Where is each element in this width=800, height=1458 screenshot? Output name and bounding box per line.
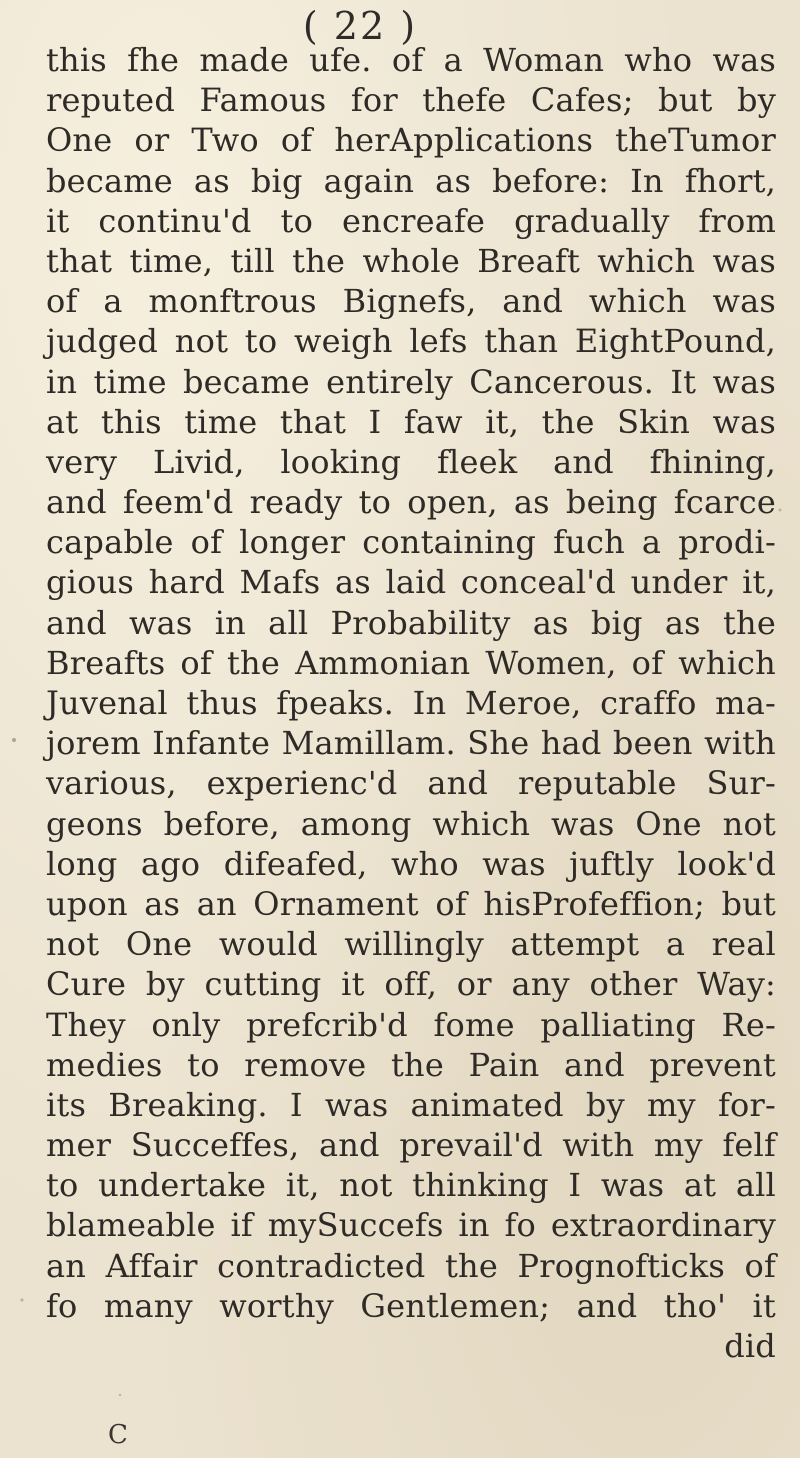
text-line-1: this fhe made ufe. of a Woman who was: [46, 41, 776, 79]
text-line-20: geons before, among which was One not: [46, 804, 776, 843]
text-line-6: that time, till the whole Breaft which was: [46, 241, 776, 280]
text-line-22: upon as an Ornament of hisProfeffion; but: [46, 884, 776, 923]
text-line-31: an Affair contradicted the Prognofticks of: [46, 1246, 776, 1285]
text-line-9: in time became entirely Cancerous. It was: [46, 362, 776, 401]
text-line-14: gious hard Mafs as laid conceal'd under it,: [46, 563, 776, 602]
text-line-18: jorem Infante Mamillam. She had been with: [46, 724, 776, 763]
text-line-15: and was in all Probability as big as the: [46, 603, 776, 642]
text-line-2: reputed Famous for thefe Cafes; but by: [46, 81, 776, 120]
text-line-27: its Breaking. I was animated by my for-: [46, 1085, 776, 1124]
text-line-19: various, experienc'd and reputable Sur-: [46, 764, 776, 803]
page-number: ( 22 ): [302, 4, 418, 48]
text-line-16: Breafts of the Ammonian Women, of which: [46, 643, 776, 682]
text-line-10: at this time that I faw it, the Skin was: [46, 402, 776, 441]
text-line-3: One or Two of herApplications theTumor: [46, 121, 776, 160]
text-line-11: very Livid, looking fleek and fhining,: [46, 442, 776, 481]
text-line-25: They only prefcrib'd fome palliating Re-: [46, 1005, 776, 1044]
body-text: [46, 40, 776, 1366]
text-line-8: judged not to weigh lefs than EightPound,: [46, 322, 776, 361]
text-line-32: fo many worthy Gentlemen; and tho' it: [46, 1286, 776, 1325]
text-line-24: Cure by cutting it off, or any other Way:: [46, 965, 776, 1004]
text-line-7: of a monftrous Bignefs, and which was: [46, 282, 776, 321]
text-line-30: blameable if mySuccefs in fo extraordinary: [46, 1206, 776, 1245]
catchword: did: [724, 1327, 776, 1365]
text-line-17: Juvenal thus fpeaks. In Meroe, craffo ma-: [46, 684, 776, 722]
text-line-13: capable of longer containing fuch a prodi-: [46, 523, 776, 562]
text-line-5: it continu'd to encreafe gradually from: [46, 201, 776, 240]
text-line-4: became as big again as before: In fhort,: [46, 161, 776, 200]
text-line-26: medies to remove the Pain and prevent: [46, 1045, 776, 1084]
signature-mark: C: [108, 1420, 128, 1450]
text-line-28: mer Succeffes, and prevail'd with my felf: [46, 1126, 776, 1165]
text-line-12: and feem'd ready to open, as being fcarce: [46, 483, 776, 522]
text-line-29: to undertake it, not thinking I was at all: [46, 1166, 776, 1205]
text-line-21: long ago difeafed, who was juftly look'd: [46, 844, 776, 883]
text-line-23: not One would willingly attempt a real: [46, 925, 776, 964]
